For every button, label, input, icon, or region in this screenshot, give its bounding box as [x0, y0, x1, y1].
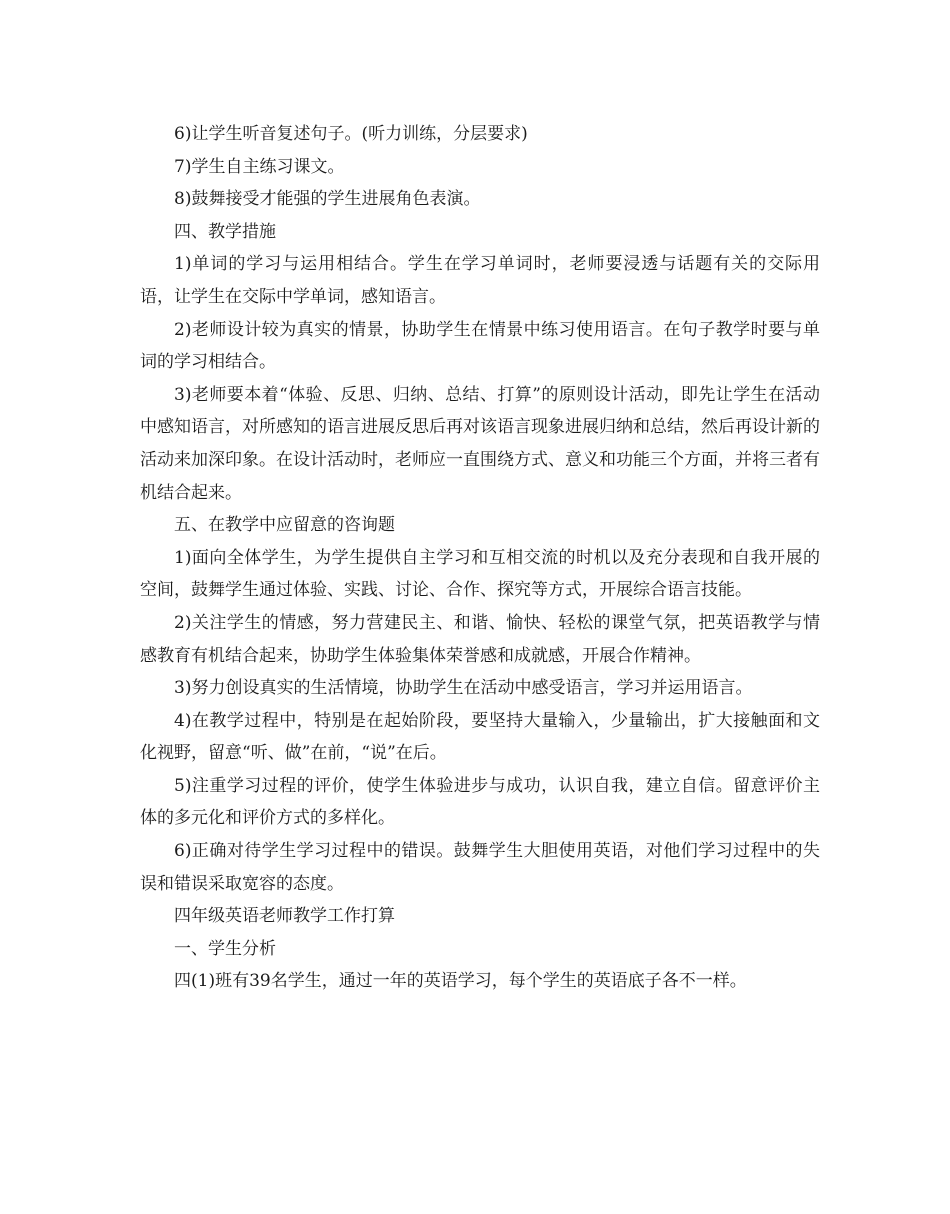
section-heading-teaching-measures: 四、教学措施 — [174, 221, 276, 242]
issue-item-2: 2)关注学生的情感，努力营建民主、和谐、愉快、轻松的课堂气氛，把英语教学与情感教育有机结合起来，协助学生体验集体荣誉感和成就感，开展合作精神。 — [140, 612, 820, 666]
issue-item-1: 1)面向全体学生，为学生提供自主学习和互相交流的时机以及充分表现和自我开展的空间，鼓舞学生通过体验、实践、讨论、合作、探究等方式，开展综合语言技能。 — [140, 547, 820, 601]
list-item-listening-retell: 6)让学生听音复述句子。(听力训练，分层要求) — [174, 124, 528, 144]
measure-item-3: 3)老师要本着“体验、反思、归纳、总结、打算”的原则设计活动，即先让学生在活动中感知语言，对所感知的语言进展反思后再对该语言现象进展归纳和总结，然后再设计新的活动来加深印象。在设计活动时，老师应一直围绕方式、意义和功能三个方面，并将三者有机结合起来。 — [140, 384, 820, 503]
student-analysis-text: 四(1)班有39名学生，通过一年的英语学习，每个学生的英语底子各不一样。 — [174, 971, 747, 992]
issue-item-6: 6)正确对待学生学习过程中的错误。鼓舞学生大胆使用英语，对他们学习过程中的失误和错误采取宽容的态度。 — [140, 841, 820, 894]
issue-item-5: 5)注重学习过程的评价，使学生体验进步与成功，认识自我，建立自信。留意评价主体的多元化和评价方式的多样化。 — [140, 775, 820, 829]
issue-item-3: 3)努力创设真实的生活情境，协助学生在活动中感受语言，学习并运用语言。 — [174, 678, 753, 699]
measure-item-1: 1)单词的学习与运用相结合。学生在学习单词时，老师要浸透与话题有关的交际用语，让学生在交际中学单词，感知语言。 — [140, 254, 820, 307]
document-body — [140, 118, 820, 998]
issue-item-4: 4)在教学过程中，特别是在起始阶段，要坚持大量输入，少量输出，扩大接触面和文化视野，留意“听、做”在前，“说”在后。 — [140, 710, 820, 764]
section-heading-issues: 五、在教学中应留意的咨询题 — [174, 515, 395, 536]
list-item-role-play: 8)鼓舞接受才能强的学生进展角色表演。 — [174, 189, 481, 210]
section-heading-student-analysis: 一、学生分析 — [174, 938, 276, 959]
document-subtitle: 四年级英语老师教学工作打算 — [174, 906, 395, 927]
measure-item-2: 2)老师设计较为真实的情景，协助学生在情景中练习使用语言。在句子教学时要与单词的学习相结合。 — [140, 319, 820, 373]
list-item-self-practice: 7)学生自主练习课文。 — [174, 156, 345, 177]
